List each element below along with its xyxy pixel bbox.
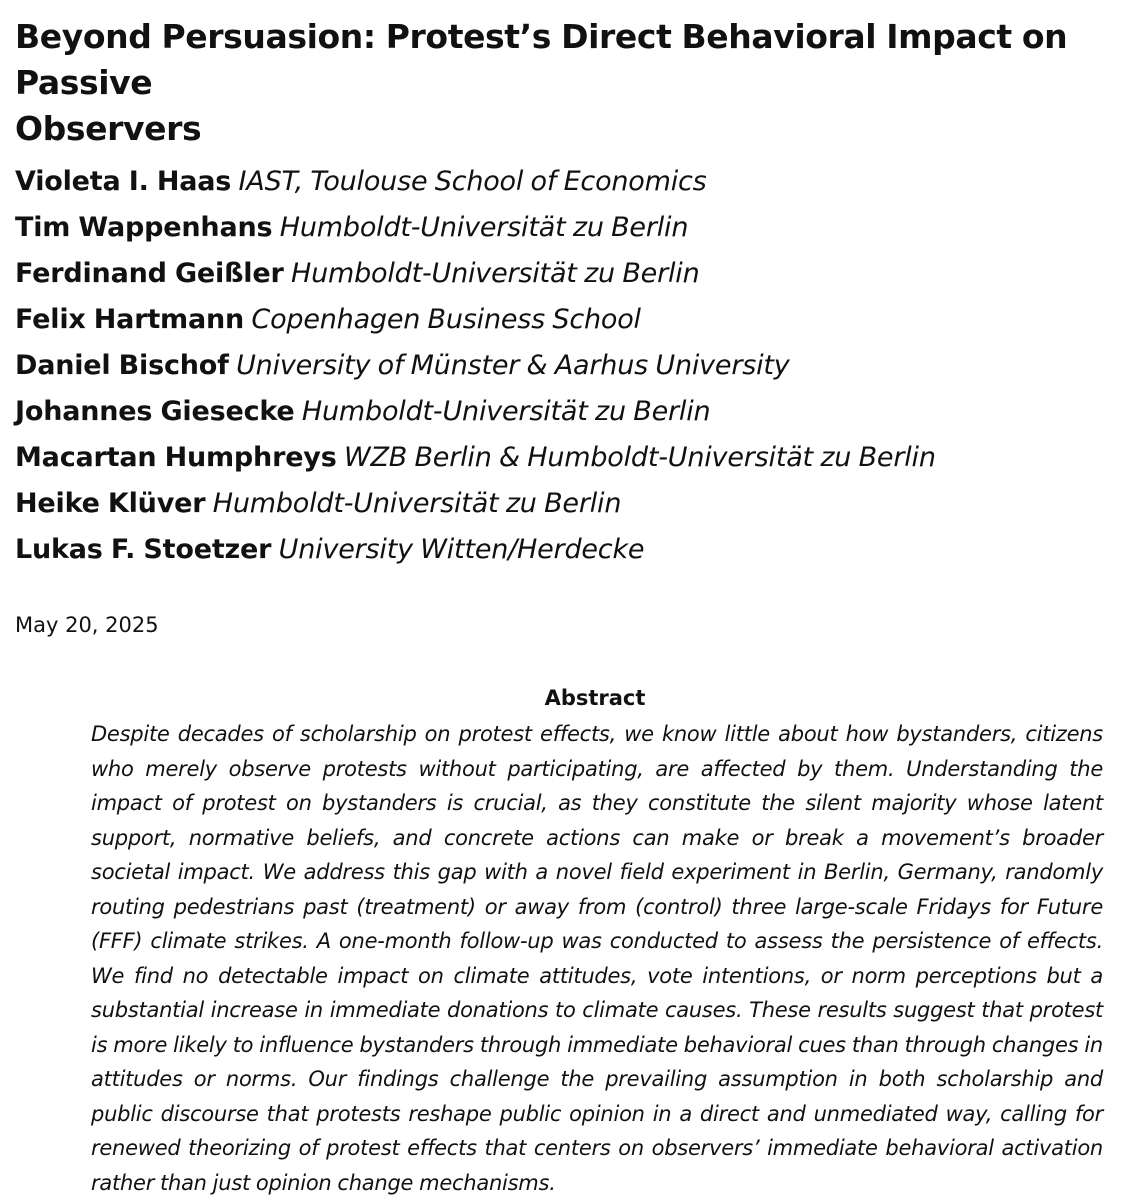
author-affiliation: Humboldt-Universität zu Berlin (279, 212, 689, 243)
author-name: Violeta I. Haas (15, 166, 232, 197)
author-entry (15, 435, 1115, 481)
author-affiliation: University of Münster & Aarhus University (236, 350, 790, 381)
abstract-heading: Abstract (544, 686, 646, 710)
author-affiliation: WZB Berlin & Humboldt-Universität zu Berlin (343, 442, 936, 473)
paper-date: May 20, 2025 (15, 613, 159, 637)
author-affiliation: University Witten/Herdecke (278, 534, 645, 565)
author-entry (15, 481, 1115, 527)
author-name: Felix Hartmann (15, 304, 245, 335)
author-entry (15, 251, 1115, 297)
author-entry (15, 205, 1115, 251)
author-name: Daniel Bischof (15, 350, 229, 381)
paper-title-line-1: Beyond Persuasion: Protest’s Direct Behavioral Impact on Passive (15, 17, 1068, 102)
paper-title-line-2: Observers (15, 109, 202, 148)
author-list (15, 159, 1115, 573)
author-affiliation: Humboldt-Universität zu Berlin (212, 488, 622, 519)
author-affiliation: Humboldt-Universität zu Berlin (290, 258, 700, 289)
paper-page (15, 14, 1115, 1195)
author-entry (15, 527, 1115, 573)
author-name: Tim Wappenhans (15, 212, 273, 243)
author-name: Heike Klüver (15, 488, 206, 519)
author-name: Lukas F. Stoetzer (15, 534, 272, 565)
author-name: Macartan Humphreys (15, 442, 337, 473)
paper-title (15, 14, 1115, 152)
author-affiliation: Copenhagen Business School (251, 304, 641, 335)
abstract-text: Despite decades of scholarship on protest effects, we know little about how bystanders, citizens who merely observe protests without participating, are affected by them. Understanding the impact of protest on bystanders is crucial, as they constitute the silent majority whose latent support, normative beliefs, and concrete actions can make or break a movement’s broader societal impact. We address this gap with a novel field experiment in Berlin, Germany, randomly routing pedestrians past (treatment) or away from (control) three large-scale Fridays for Future (FFF) climate strikes. A one-month follow-up was conducted to assess the persistence of effects. We find no detectable impact on climate attitudes, vote intentions, or norm perceptions but a substantial increase in immediate donations to climate causes. These results suggest that protest is more likely to influence bystanders through immediate behavioral cues than through changes in attitudes or norms. Our findings challenge the prevailing assumption in both scholarship and public discourse that protests reshape public opinion in a direct and unmediated way, calling for renewed theorizing of protest effects that centers on observers’ immediate behavioral activation rather than just opinion change mechanisms. (91, 722, 1103, 1195)
author-entry (15, 159, 1115, 205)
author-name: Ferdinand Geißler (15, 258, 284, 289)
author-entry (15, 389, 1115, 435)
author-entry (15, 343, 1115, 389)
author-affiliation: Humboldt-Universität zu Berlin (301, 396, 711, 427)
author-affiliation: IAST, Toulouse School of Economics (238, 166, 707, 197)
author-entry (15, 297, 1115, 343)
author-name: Johannes Giesecke (15, 396, 295, 427)
